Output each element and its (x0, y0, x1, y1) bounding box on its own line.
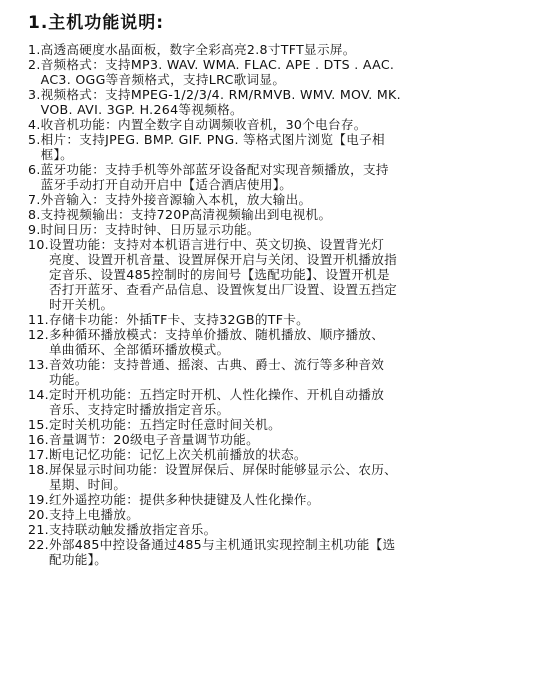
feature-item-number: 20. (28, 507, 49, 522)
feature-item-number: 10. (28, 237, 49, 252)
feature-item (28, 507, 539, 522)
feature-item-text: 设置功能：支持对本机语言进行中、英文切换、设置背光灯 亮度、设置开机音量、设置屏保开启与关闭、设置开机播放指 定音乐、设置485控制时的房间号【选配功能】、设置开机是 否打开蓝牙、查看产品信息、设置恢复出厂设置、设置五挡定 时开关机。 (48, 237, 398, 312)
feature-item-number: 8. (28, 207, 41, 222)
feature-item (28, 522, 539, 537)
feature-item-number: 7. (28, 192, 41, 207)
feature-item-text: 存储卡功能：外插TF卡、支持32GB的TF卡。 (48, 312, 310, 327)
feature-item (28, 432, 539, 447)
feature-item (28, 237, 539, 312)
feature-item (28, 42, 539, 57)
feature-item-number: 1. (28, 42, 41, 57)
feature-item-text: 屏保显示时间功能：设置屏保后、屏保时能够显示公、农历、 星期、时间。 (48, 462, 398, 492)
feature-item-text: 断电记忆功能：记忆上次关机前播放的状态。 (48, 447, 307, 462)
feature-item-number: 21. (28, 522, 49, 537)
feature-item (28, 537, 539, 567)
feature-item-number: 16. (28, 432, 49, 447)
feature-item-text: 音频格式：支持MP3. WAV. WMA. FLAC. APE . DTS . AAC. AC3. OGG等音频格式，支持LRC歌词显。 (40, 57, 395, 87)
feature-item-text: 高透高硬度水晶面板，数字全彩高亮2.8寸TFT显示屏。 (40, 42, 356, 57)
feature-item (28, 357, 539, 387)
feature-item-text: 时间日历：支持时钟、日历显示功能。 (40, 222, 260, 237)
feature-item-number: 22. (28, 537, 49, 552)
feature-item-text: 定时开机功能：五挡定时开机、人性化操作、开机自动播放 音乐、支持定时播放指定音乐。 (48, 387, 385, 417)
feature-item (28, 417, 539, 432)
feature-item-text: 视频格式：支持MPEG-1/2/3/4. RM/RMVB. WMV. MOV. MK. VOB. AVI. 3GP. H.264等视频格。 (40, 87, 401, 117)
feature-item-number: 14. (28, 387, 49, 402)
feature-item (28, 117, 539, 132)
feature-list (28, 42, 539, 567)
feature-item-number: 2. (28, 57, 41, 72)
feature-item-text: 音效功能：支持普通、摇滚、古典、爵士、流行等多种音效 功能。 (48, 357, 385, 387)
feature-item (28, 312, 539, 327)
feature-item-number: 19. (28, 492, 49, 507)
feature-item (28, 162, 539, 192)
feature-item-number: 15. (28, 417, 49, 432)
feature-item (28, 447, 539, 462)
feature-item-number: 17. (28, 447, 49, 462)
feature-item (28, 387, 539, 417)
feature-item (28, 492, 539, 507)
feature-item (28, 87, 539, 117)
feature-item-text: 蓝牙功能：支持手机等外部蓝牙设备配对实现音频播放，支持 蓝牙手动打开自动开启中【适合酒店使用】。 (40, 162, 389, 192)
feature-item-number: 6. (28, 162, 41, 177)
feature-item-text: 音量调节：20级电子音量调节功能。 (48, 432, 259, 447)
feature-item (28, 132, 539, 162)
feature-item-text: 支持视频输出：支持720P高清视频输出到电视机。 (40, 207, 332, 222)
feature-item-text: 支持联动触发播放指定音乐。 (48, 522, 217, 537)
feature-item-text: 红外遥控功能：提供多种快捷键及人性化操作。 (48, 492, 320, 507)
section-title: 1.主机功能说明: (28, 13, 165, 33)
feature-item-number: 12. (28, 327, 49, 342)
feature-item-text: 收音机功能：内置全数字自动调频收音机，30个电台存。 (40, 117, 367, 132)
feature-item (28, 462, 539, 492)
feature-item-number: 9. (28, 222, 41, 237)
feature-item-number: 4. (28, 117, 41, 132)
feature-item (28, 57, 539, 87)
feature-item (28, 222, 539, 237)
feature-item-text: 支持上电播放。 (48, 507, 140, 522)
feature-item-text: 外部485中控设备通过485与主机通讯实现控制主机功能【选 配功能】。 (48, 537, 396, 567)
feature-item-number: 13. (28, 357, 49, 372)
feature-item-text: 相片：支持JPEG. BMP. GIF. PNG. 等格式图片浏览【电子相 框】。 (40, 132, 385, 162)
feature-item-number: 18. (28, 462, 49, 477)
feature-item (28, 327, 539, 357)
feature-item-number: 3. (28, 87, 41, 102)
feature-item-number: 11. (28, 312, 49, 327)
feature-item-text: 外音输入：支持外接音源输入本机，放大输出。 (40, 192, 312, 207)
feature-item-number: 5. (28, 132, 41, 147)
feature-item (28, 192, 539, 207)
feature-item-text: 多种循环播放模式：支持单价播放、随机播放、顺序播放、 单曲循环、全部循环播放模式。 (48, 327, 385, 357)
feature-item-text: 定时关机功能：五挡定时任意时间关机。 (48, 417, 282, 432)
feature-item (28, 207, 539, 222)
